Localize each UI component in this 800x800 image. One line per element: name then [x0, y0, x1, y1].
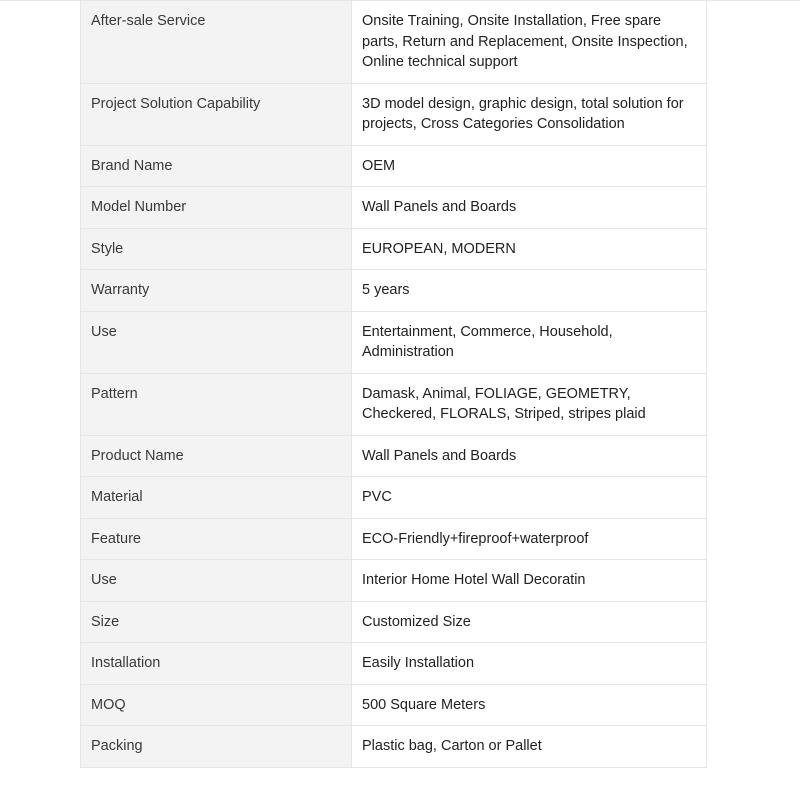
table-row [81, 477, 707, 519]
spec-key-use: Use [81, 311, 352, 373]
spec-key-use-2: Use [81, 560, 352, 602]
spec-key-model-number: Model Number [81, 187, 352, 229]
table-row [81, 643, 707, 685]
table-row [81, 1, 707, 84]
spec-key-product-name: Product Name [81, 435, 352, 477]
spec-value-warranty: 5 years [352, 270, 707, 312]
spec-value-style: EUROPEAN, MODERN [352, 228, 707, 270]
table-row [81, 518, 707, 560]
spec-value-packing: Plastic bag, Carton or Pallet [352, 726, 707, 768]
spec-key-brand-name: Brand Name [81, 145, 352, 187]
spec-key-warranty: Warranty [81, 270, 352, 312]
product-spec-table [80, 0, 707, 768]
table-row [81, 228, 707, 270]
table-row [81, 145, 707, 187]
spec-value-material: PVC [352, 477, 707, 519]
spec-table-body [81, 1, 707, 768]
spec-key-style: Style [81, 228, 352, 270]
table-row [81, 83, 707, 145]
table-row [81, 684, 707, 726]
spec-value-project-solution-capability: 3D model design, graphic design, total solution for projects, Cross Categories Consolidation [352, 83, 707, 145]
spec-value-feature: ECO-Friendly+fireproof+waterproof [352, 518, 707, 560]
spec-value-use: Entertainment, Commerce, Household, Administration [352, 311, 707, 373]
spec-value-moq: 500 Square Meters [352, 684, 707, 726]
spec-value-after-sale-service: Onsite Training, Onsite Installation, Free spare parts, Return and Replacement, Onsite Inspection, Online technical support [352, 1, 707, 84]
table-row [81, 435, 707, 477]
table-row [81, 373, 707, 435]
spec-value-size: Customized Size [352, 601, 707, 643]
spec-value-brand-name: OEM [352, 145, 707, 187]
spec-key-material: Material [81, 477, 352, 519]
table-row [81, 270, 707, 312]
spec-value-model-number: Wall Panels and Boards [352, 187, 707, 229]
spec-key-after-sale-service: After-sale Service [81, 1, 352, 84]
table-row [81, 726, 707, 768]
table-row [81, 311, 707, 373]
spec-key-installation: Installation [81, 643, 352, 685]
spec-key-feature: Feature [81, 518, 352, 560]
spec-key-pattern: Pattern [81, 373, 352, 435]
spec-key-packing: Packing [81, 726, 352, 768]
table-row [81, 187, 707, 229]
table-row [81, 601, 707, 643]
spec-key-size: Size [81, 601, 352, 643]
spec-value-use-2: Interior Home Hotel Wall Decoratin [352, 560, 707, 602]
spec-value-installation: Easily Installation [352, 643, 707, 685]
spec-key-project-solution-capability: Project Solution Capability [81, 83, 352, 145]
spec-key-moq: MOQ [81, 684, 352, 726]
spec-value-pattern: Damask, Animal, FOLIAGE, GEOMETRY, Checkered, FLORALS, Striped, stripes plaid [352, 373, 707, 435]
spec-value-product-name: Wall Panels and Boards [352, 435, 707, 477]
table-row [81, 560, 707, 602]
